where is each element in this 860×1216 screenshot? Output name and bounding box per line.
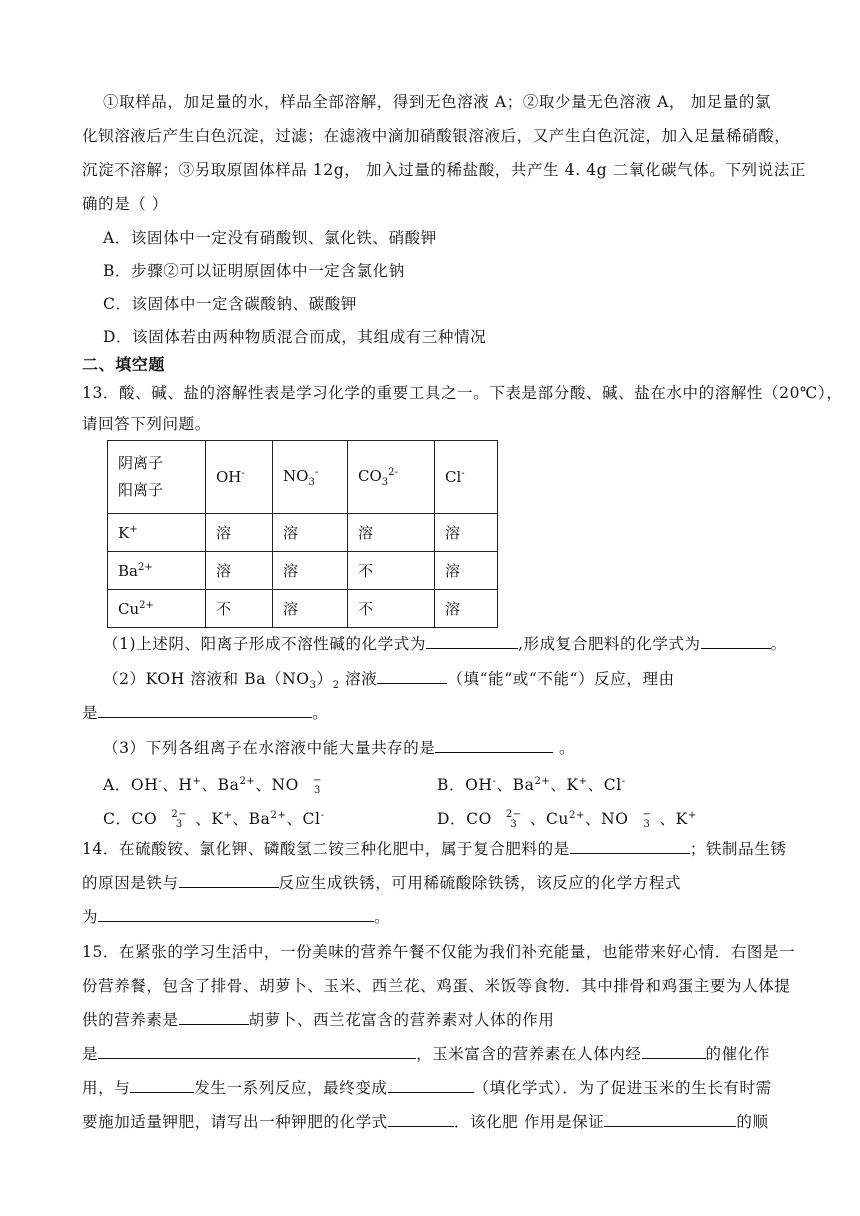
table-cell: 溶: [206, 514, 273, 552]
q12-option-a: A．该固体中一定没有硝酸钡、氯化铁、硝酸钾: [103, 229, 437, 247]
answer-blank[interactable]: [388, 1112, 454, 1127]
cation-ba: $Ba^{2+}$: [108, 552, 206, 590]
answer-blank[interactable]: [98, 1044, 416, 1059]
answer-blank[interactable]: [98, 907, 374, 922]
solubility-table: [107, 440, 498, 628]
q13-part-1: （1)上述阴、阳离子形成不溶性碱的化学式为 ,形成复合肥料的化学式为 。: [103, 635, 787, 653]
q13-option-c: C．CO 2− 3 、K+、$Ba^{2+}$、Cl-: [103, 809, 325, 831]
table-corner-cell: [108, 441, 206, 514]
table-cell: 不: [348, 590, 435, 628]
q15-line-3: 供的营养素是 胡萝卜、西兰花富含的营养素对人体的作用: [82, 1011, 555, 1029]
cation-cu: $Cu^{2+}$: [108, 590, 206, 628]
q12-option-b: B．步骤②可以证明原固体中一定含氯化钠: [103, 262, 405, 280]
q14-line-2: 的原因是铁与 反应生成铁锈，可用稀硫酸除铁锈，该反应的化学方程式: [82, 874, 682, 892]
anion-header-oh: OH-: [206, 441, 273, 514]
q15-line-5: 用，与 发生一系列反应，最终变成 （填化学式）．为了促进玉米的生长有时需: [82, 1079, 772, 1097]
answer-blank[interactable]: [377, 669, 447, 684]
q13-part-3: （3）下列各组离子在水溶液中能大量共存的是 。: [103, 739, 576, 757]
q12-line-1: ①取样品，加足量的水，样品全部溶解，得到无色溶液 A；②取少量无色溶液 A， 加足量的氯: [103, 93, 772, 111]
q12-option-d: D．该固体若由两种物质混合而成，其组成有三种情况: [103, 328, 487, 346]
answer-blank[interactable]: [570, 839, 690, 854]
table-cell: 不: [206, 590, 273, 628]
q13-option-b: B．OH-、$Ba^{2+}$、K+、Cl-: [437, 776, 626, 795]
table-row: [108, 590, 498, 628]
q15-line-6: 要施加适量钾肥，请写出一种钾肥的化学式 ．该化肥 作用是保证 的顺: [82, 1113, 769, 1131]
table-cell: 溶: [273, 514, 348, 552]
answer-blank[interactable]: [701, 634, 771, 649]
q12-line-4: 确的是（ ）: [82, 195, 169, 213]
answer-blank[interactable]: [426, 634, 518, 649]
table-header-row: [108, 441, 498, 514]
answer-blank[interactable]: [98, 703, 312, 718]
q15-line-1: 15．在紧张的学习生活中，一份美味的营养午餐不仅能为我们补充能量，也能带来好心情．右图是一: [82, 943, 796, 961]
q13-part-2: （2）KOH 溶液和 $Ba(NO_3)_2$ 溶液 （填“能“或“不能“）反应，理由: [103, 670, 675, 692]
table-row: [108, 552, 498, 590]
answer-blank[interactable]: [179, 873, 279, 888]
table-cell: 溶: [435, 514, 498, 552]
table-cell: 溶: [435, 590, 498, 628]
q13-intro-1: 13．酸、碱、盐的溶解性表是学习化学的重要工具之一。下表是部分酸、碱、盐在水中的溶解性（20℃），: [82, 384, 843, 402]
cation-k: K+: [108, 514, 206, 552]
q12-option-c: C．该固体中一定含碳酸钠、碳酸钾: [103, 295, 357, 313]
q14-line-1: 14．在硫酸铵、氯化钾、磷酸氢二铵三种化肥中，属于复合肥料的是 ；铁制品生锈: [82, 840, 787, 858]
answer-blank[interactable]: [642, 1044, 706, 1059]
table-cell: 溶: [273, 552, 348, 590]
answer-blank[interactable]: [388, 1078, 474, 1093]
table-cell: 溶: [206, 552, 273, 590]
q13-option-a: A．OH-、H+、$Ba^{2+}$、NO − 3: [103, 775, 322, 797]
q14-line-3: 为 。: [82, 908, 391, 926]
answer-blank[interactable]: [604, 1112, 736, 1127]
anion-header-co3: $CO_3^{2-}$: [348, 441, 435, 514]
q15-line-2: 份营养餐，包含了排骨、胡萝卜、玉米、西兰花、鸡蛋、米饭等食物．其中排骨和鸡蛋主要为人体提: [82, 977, 791, 995]
q13-option-d: D．CO 2− 3 、$Cu^{2+}$、NO − 3 、K+: [437, 809, 697, 831]
q13-part-2-reason: 是 。: [82, 704, 329, 722]
answer-blank[interactable]: [179, 1010, 249, 1025]
section-heading: 二、填空题: [82, 355, 166, 374]
q12-line-3: 沉淀不溶解；③另取原固体样品 12g， 加入过量的稀盐酸，共产生 4. 4g 二氧化碳气体。下列说法正: [82, 161, 806, 179]
q15-line-4: 是 ，玉米富含的营养素在人体内经 的催化作: [82, 1045, 770, 1063]
table-cell: 溶: [273, 590, 348, 628]
anion-header-cl: Cl-: [435, 441, 498, 514]
table-cell: 溶: [435, 552, 498, 590]
table-row: [108, 514, 498, 552]
answer-blank[interactable]: [435, 738, 553, 753]
table-cell: 不: [348, 552, 435, 590]
corner-anion-label: 阴离子: [118, 454, 164, 472]
q12-line-2: 化钡溶液后产生白色沉淀，过滤；在滤液中滴加硝酸银溶液后，又产生白色沉淀，加入足量稀硝酸，: [82, 127, 791, 145]
corner-cation-label: 阳离子: [118, 481, 164, 499]
q13-intro-2: 请回答下列问题。: [82, 415, 211, 433]
answer-blank[interactable]: [130, 1078, 194, 1093]
table-cell: 溶: [348, 514, 435, 552]
anion-header-no3: $NO_3^-$: [273, 441, 348, 514]
